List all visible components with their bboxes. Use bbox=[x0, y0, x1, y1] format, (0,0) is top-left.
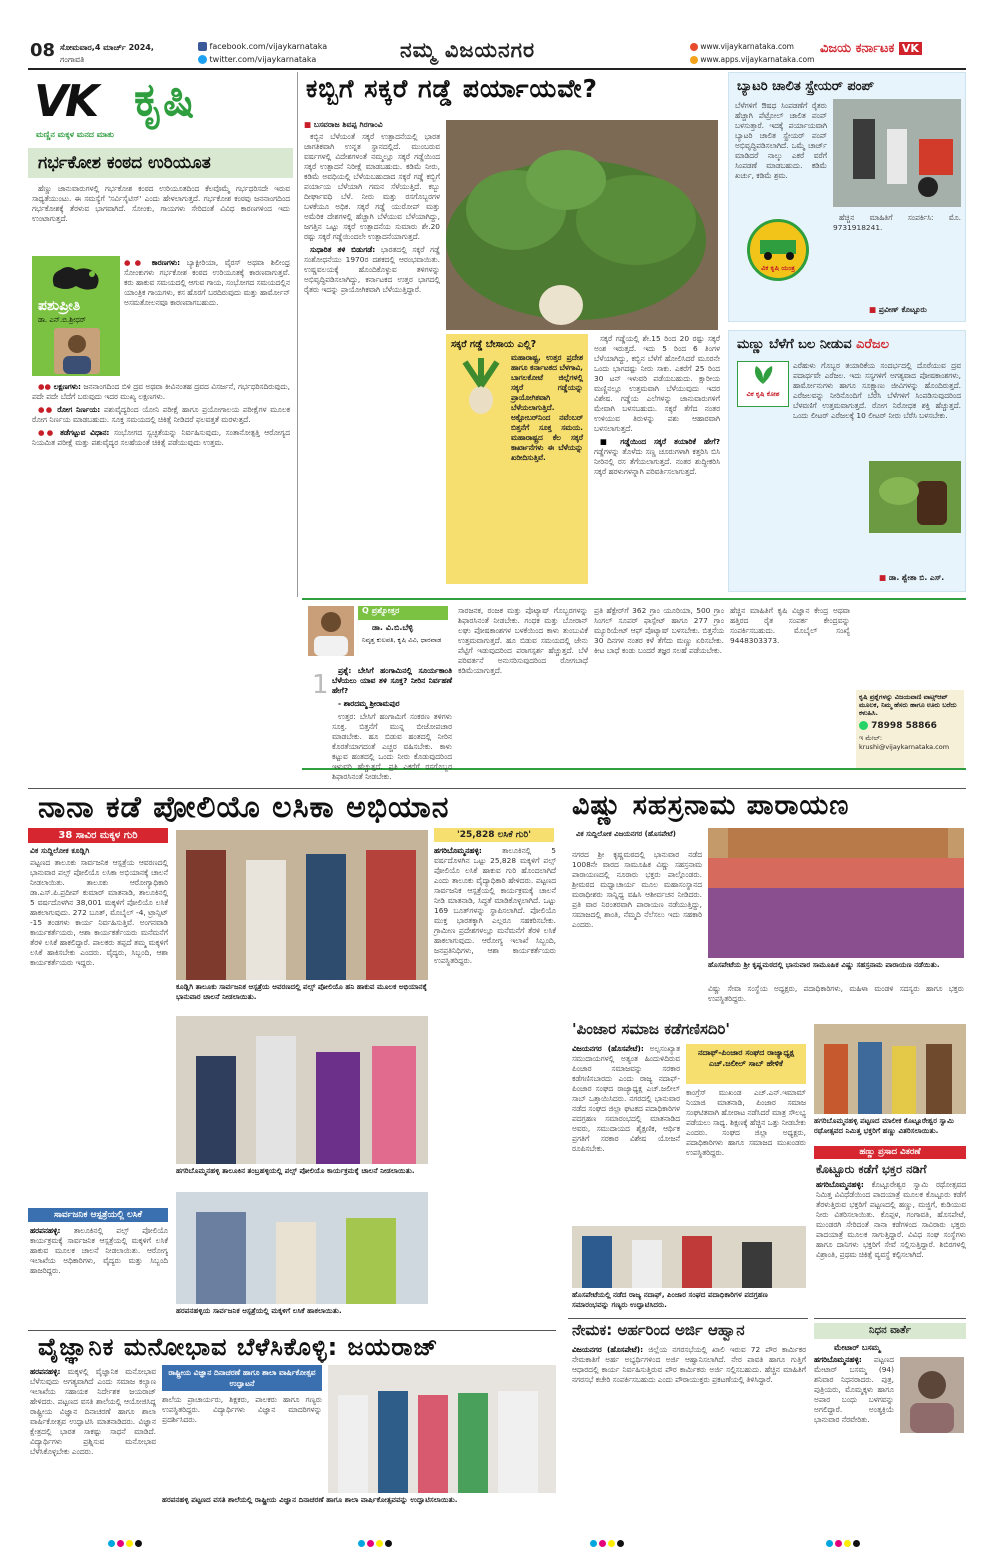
bullet-icon: ●● bbox=[38, 382, 54, 391]
obituary-name: ಮೇಟಾರ್ ಬಸಮ್ಮ bbox=[834, 1343, 881, 1352]
obituary-photo bbox=[900, 1357, 964, 1433]
polio-caption-3: ಹರಪನಹಳ್ಳಿಯ ಸಾರ್ವಜನಿಕ ಆಸ್ಪತ್ರೆಯಲ್ಲಿ ಮಕ್ಕಳಿಗೆ ಲಸಿಕೆ ಹಾಕಲಾಯಿತು. bbox=[176, 1306, 342, 1315]
polio-tag-3: '25,828 ಲಸಿಕೆ ಗುರಿ' bbox=[434, 828, 554, 842]
question-icon: Q bbox=[362, 606, 372, 615]
krushi-headline: ಗರ್ಭಕೋಶ ಕಂಠದ ಉರಿಯೂತ bbox=[28, 148, 293, 178]
masthead bbox=[0, 0, 990, 68]
polio-tag-1: 38 ಸಾವಿರ ಮಕ್ಕಳ ಗುರಿ bbox=[28, 828, 168, 843]
whatsapp-icon bbox=[859, 721, 868, 730]
vk-logo-text: VK bbox=[34, 76, 97, 127]
krushi-kosha-badge bbox=[737, 361, 789, 407]
polio-text-1: ಪಟ್ಟಣದ ತಾಲೂಕು ಸಾರ್ವಜನಿಕ ಆಸ್ಪತ್ರೆಯ ಆವರಣದಲ್ಲಿ ಭಾನುವಾರ ಪಲ್ಸ್ ಪೋಲಿಯೊ ಲಸಿಕಾ ಅಭಿಯಾನಕ್ಕೆ ಚಾಲನೆ ನೀಡಲಾಯಿತು. ತಾಲೂಕು ಆರೋಗ್ಯಾಧಿಕಾರಿ ಡಾ.ಎಸ್.ಪಿ.ಪ್ರದೀಪ್ ಕುಮಾರ್ ಮಾತನಾಡಿ, ತಾಲೂಕಿನಲ್ಲಿ 5 ವರ್ಷದೊಳಗಿನ 38,001 ಮಕ್ಕಳಿಗೆ ಪೋಲಿಯೊ ಲಸಿಕೆ ಹಾಕಲಾಗುವುದು. 272 ಬೂತ್, ಮೊಬೈಲ್ -4, ಟ್ರಾನ್ಸಿಟ್ -15 ತಂಡಗಳು ಕಾರ್ಯ ನಿರ್ವಹಿಸುತ್ತಿವೆ. ಅಂಗನವಾಡಿ ಕಾರ್ಯಕರ್ತೆಯರು, ಆಶಾ ಕಾರ್ಯಕರ್ತೆಯರು ಮನೆಮನೆಗೆ ತೆರಳಿ ಲಸಿಕೆ ಹಾಕಲಿದ್ದಾರೆ. ಪಾಲಕರು ತಪ್ಪದೆ ತಮ್ಮ ಮಕ್ಕಳಿಗೆ ಲಸಿಕೆ ಹಾಕಿಸಬೇಕು ಎಂದರು. ವೈದ್ಯರು, ಸಿಬ್ಬಂದಿ, ಆಶಾ ಕಾರ್ಯಕರ್ತೆಯರು ಇದ್ದರು. bbox=[30, 858, 168, 967]
city-text: ಗಂಗಾವತಿ bbox=[60, 55, 85, 64]
soil-byline: ■ ಡಾ. ಶ್ವೇತಾ ಬಿ. ಎಸ್. bbox=[879, 573, 945, 582]
qa-col3: ಪ್ರತಿ ಹೆಕ್ಟೇರ್‌ಗೆ 362 ಗ್ರಾಂ ಯೂರಿಯಾ, 500 ಗ್ರಾಂ ಸಿಂಗಲ್ ಸೂಪರ್ ಫಾಸ್ಪೇಟ್ ಹಾಗೂ 277 ಗ್ರಾಂ ಮ್ಯೂರಿಯೇಟ್ ಆಫ್ ಪೊಟ್ಯಾಷ್ ಬಳಸಬೇಕು. ಬಿತ್ತನೆಯ 30 ದಿನಗಳ ನಂತರ ಕಳೆ ತೆಗೆದು ಮಣ್ಣು ಏರಿಸಬೇಕು. ಕೀಟ ಬಾಧೆ ಕಂಡು ಬಂದರೆ ತಜ್ಞರ ಸಲಹೆ ಪಡೆಯಬೇಕು. bbox=[594, 606, 724, 655]
sugarbeet-headline: ಕಬ್ಬಿಗೆ ಸಕ್ಕರೆ ಗಡ್ಡೆ ಪರ್ಯಾಯವೇ? bbox=[306, 74, 599, 103]
vishnu-text-1: ನಗರದ ಶ್ರೀ ಕೃಷ್ಣಮಠದಲ್ಲಿ ಭಾನುವಾರ ನಡೆದ 1008ನೇ ವಾರದ ಸಾಮೂಹಿಕ ವಿಷ್ಣು ಸಹಸ್ರನಾಮ ಪಾರಾಯಣದಲ್ಲಿ ನೂರಾರು ಭಕ್ತರು ಪಾಲ್ಗೊಂಡರು. ಶ್ರೀಮಠದ ಮಧ್ವಾಚಾರ್ಯ ಮೂಲ ಮಹಾಸಂಸ್ಥಾನದ ಮಠಾಧೀಶರು ಸಾನ್ನಿಧ್ಯ ವಹಿಸಿ ಆಶೀರ್ವಚನ ನೀಡಿದರು. ಪ್ರತಿ ವಾರ ನಿರಂತರವಾಗಿ ಪಾರಾಯಣ ನಡೆಯುತ್ತಿದ್ದು, ಸಮಾಜದಲ್ಲಿ ಶಾಂತಿ, ನೆಮ್ಮದಿ ನೆಲೆಸಲು ಇದು ಸಹಕಾರಿ ಎಂದರು. bbox=[572, 850, 702, 929]
polio-caption-1: ಕೂಡ್ಲಿಗಿ ತಾಲೂಕು ಸಾರ್ವಜನಿಕ ಆಸ್ಪತ್ರೆಯ ಆವರಣದಲ್ಲಿ ಪಲ್ಸ್ ಪೋಲಿಯೊ ಹನಿ ಹಾಕುವ ಮೂಲಕ ಅಭಿಯಾನಕ್ಕೆ ಭಾನುವಾರ ಚಾಲನೆ ನೀಡಲಾಯಿತು. bbox=[176, 982, 427, 1001]
science-section bbox=[28, 1330, 556, 1526]
polio-photo-1 bbox=[176, 830, 428, 980]
soil-text: ಎರೆಹುಳು ಗೊಬ್ಬರ ತಯಾರಿಕೆಯ ಸಂದರ್ಭದಲ್ಲಿ ದೊರೆಯುವ ದ್ರವ ಪದಾರ್ಥವೇ ಎರೆಜಲ. ಇದು ಸಸ್ಯಗಳಿಗೆ ಅಗತ್ಯವಾದ ಪೋಷಕಾಂಶಗಳು, ಹಾರ್ಮೋನುಗಳು ಹಾಗೂ ಸೂಕ್ಷ್ಮಾಣು ಜೀವಿಗಳನ್ನು ಹೊಂದಿರುತ್ತದೆ. ಎರೆಜಲವನ್ನು ನೀರಿನೊಂದಿಗೆ ಬೆರೆಸಿ ಬೆಳೆಗಳಿಗೆ ಸಿಂಪಡಿಸುವುದರಿಂದ ಬೆಳವಣಿಗೆ ಉತ್ತಮವಾಗುತ್ತದೆ. ರೋಗ ನಿರೋಧಕ ಶಕ್ತಿ ಹೆಚ್ಚುತ್ತದೆ. ಒಂದು ಲೀಟರ್ ಎರೆಜಲಕ್ಕೆ 10 ಲೀಟರ್ ನೀರು ಬೆರೆಸಿ ಬಳಸಬೇಕು. bbox=[793, 361, 961, 420]
column-author: ಡಾ. ಎನ್.ಬಿ.ಶ್ರೀಧರ್ bbox=[38, 316, 86, 324]
facebook-link[interactable]: facebook.com/vijaykarnataka bbox=[198, 42, 327, 51]
expert-photo bbox=[308, 606, 354, 656]
sugarbeet-box bbox=[446, 334, 588, 584]
cmyk-mark-3 bbox=[590, 1532, 626, 1551]
qa-col2: ಸಾರಜನಕ, ರಂಜಕ ಮತ್ತು ಪೊಟ್ಯಾಷ್ ಗೊಬ್ಬರಗಳನ್ನು ಶಿಫಾರಸಿನಂತೆ ನೀಡಬೇಕು. ಗಂಧಕ ಮತ್ತು ಬೋರಾನ್ ಲಘು ಪೋಷಕಾಂಶಗಳ ಬಳಕೆಯಿಂದ ಕಾಳು ತುಂಬುವಿಕೆ ಉತ್ತಮವಾಗುತ್ತದೆ. ಹೂ ಬಿಡುವ ಸಮಯದಲ್ಲಿ ಜೇನು ಪೆಟ್ಟಿಗೆ ಇಡುವುದರಿಂದ ಪರಾಗಸ್ಪರ್ಶ ಹೆಚ್ಚುತ್ತದೆ. ಬೆಳೆ ಪರಿವರ್ತನೆ ಅನುಸರಿಸುವುದರಿಂದ ರೋಗಬಾಧೆ ಕಡಿಮೆಯಾಗುತ್ತದೆ. bbox=[458, 606, 588, 675]
science-headline: ವೈಜ್ಞಾನಿಕ ಮನೋಭಾವ ಬೆಳೆಸಿಕೊಳ್ಳಿ: ಜಯರಾಜ್ bbox=[38, 1333, 439, 1361]
polio-photo-3 bbox=[176, 1192, 428, 1304]
jobs-headline: ನೇಮಕ: ಅರ್ಹರಿಂದ ಅರ್ಜಿ ಆಹ್ವಾನ bbox=[572, 1321, 745, 1339]
web-link-1[interactable]: www.vijaykarnataka.com bbox=[690, 42, 794, 51]
section-divider bbox=[28, 788, 966, 789]
section-title: ನಮ್ಮ ವಿಜಯನಗರ bbox=[400, 38, 536, 62]
krushi-logo bbox=[34, 72, 284, 130]
brand-logo: ವಿಜಯ ಕರ್ನಾಟಕ VK bbox=[820, 41, 922, 56]
twitter-link[interactable]: twitter.com/vijaykarnataka bbox=[198, 55, 316, 64]
facebook-icon bbox=[198, 42, 207, 51]
sugarbeet-photo bbox=[446, 120, 718, 330]
battery-photo bbox=[833, 99, 961, 207]
polio-tag-2: ಸಾರ್ವಜನಿಕ ಆಸ್ಪತ್ರೆಯಲ್ಲಿ ಲಸಿಕೆ bbox=[28, 1208, 168, 1222]
science-photo bbox=[328, 1365, 556, 1493]
fruits-tag: ಹಣ್ಣು ಪ್ರಸಾದ ವಿತರಣೆ bbox=[814, 1146, 966, 1159]
qa-section bbox=[302, 598, 966, 781]
page-number: 08 bbox=[30, 40, 56, 61]
science-box: ರಾಷ್ಟ್ರೀಯ ವಿಜ್ಞಾನ ದಿನಾಚರಣೆ ಹಾಗೂ ಶಾಲಾ ವಾರ್ಷಿಕೋತ್ಸವ ಉದ್ಘಾಟನೆ bbox=[162, 1365, 322, 1391]
pinjar-text-1: ವಿಜಯನಗರ (ಹೊಸಪೇಟೆ): ಅಲ್ಪಸಂಖ್ಯಾತ ಸಮುದಾಯಗಳಲ್ಲಿ ಅತ್ಯಂತ ಹಿಂದುಳಿದಿರುವ ಪಿಂಜಾರ ಸಮಾಜವನ್ನು ಸರಕಾರ ಕಡೆಗಣಿಸಬಾರದು ಎಂದು ರಾಜ್ಯ ನದಾಫ್-ಪಿಂಜಾರ ಸಂಘದ ರಾಜ್ಯಾಧ್ಯಕ್ಷ ಎಚ್.ಜಲೀಲ್ ಸಾಬ್ ಒತ್ತಾಯಿಸಿದರು. ನಗರದಲ್ಲಿ ಭಾನುವಾರ ನಡೆದ ಸಂಘದ ಜಿಲ್ಲಾ ಘಟಕದ ಪದಾಧಿಕಾರಿಗಳ ಪದಗ್ರಹಣ ಸಮಾರಂಭದಲ್ಲಿ ಮಾತನಾಡಿದ ಅವರು, ಸಮುದಾಯದ ಶೈಕ್ಷಣಿಕ, ಆರ್ಥಿಕ ಪ್ರಗತಿಗೆ ಸರಕಾರ ವಿಶೇಷ ಯೋಜನೆ ರೂಪಿಸಬೇಕು. bbox=[572, 1044, 680, 1153]
web-link-2[interactable]: www.apps.vijaykarnataka.com bbox=[690, 55, 814, 64]
cmyk-mark-4 bbox=[826, 1532, 862, 1551]
battery-byline: ■ ಪ್ರವೀಣ್ ಕೊಟ್ಟೂರು bbox=[869, 305, 927, 314]
date-text: ಸೋಮವಾರ,4 ಮಾರ್ಚ್ 2024, bbox=[60, 43, 154, 52]
krushi-body: ●● ಲಕ್ಷಣಗಳು: ಜನನಾಂಗದಿಂದ ಬಿಳಿ ದ್ರವ ಅಥವಾ ಕೀವಿನಂತಹ ದ್ರವದ ವಿಸರ್ಜನೆ, ಗರ್ಭಧರಿಸದಿರುವುದು, ಪದೇ ಪದೇ ಬೆದೆಗೆ ಬರುವುದು ಇದರ ಮುಖ್ಯ ಲಕ್ಷಣಗಳು. ●● ರೋಗ ನಿರ್ಣಯ: ಪಶುವೈದ್ಯರಿಂದ ಯೋನಿ ಪರೀಕ್ಷೆ ಹಾಗೂ ಪ್ರಯೋಗಾಲಯ ಪರೀಕ್ಷೆಗಳ ಮೂಲಕ ರೋಗ ನಿರ್ಣಯ ಮಾಡಬಹುದು. ಸೂಕ್ತ ಸಮಯದಲ್ಲಿ ಚಿಕಿತ್ಸೆ ನೀಡಿದರೆ ಫಲವತ್ತತೆ ಮರಳುತ್ತದೆ. ●● ತಡೆಗಟ್ಟುವ ವಿಧಾನ: ಸಂಭೋಗದ ಸ್ವಚ್ಛತೆಯನ್ನು ನಿರ್ವಹಿಸುವುದು, ಸಂತಾನೋತ್ಪತ್ತಿ ಆರೋಗ್ಯದ ನಿಯಮಿತ ಪರೀಕ್ಷೆ ಮತ್ತು ಪಶುವೈದ್ಯರ ಸಲಹೆಯಂತೆ ಚಿಕಿತ್ಸೆ ಪಡೆಯುವುದು ಉತ್ತಮ. bbox=[32, 382, 290, 447]
expert-name: ಡಾ. ವಿ.ಬಿ.ಬೆಳ್ಳಿ bbox=[372, 623, 414, 632]
qa-badge: Q ಪ್ರಶ್ನೋತ್ತರ bbox=[358, 606, 448, 620]
polio-text-3: ಹಗರಿಬೊಮ್ಮನಹಳ್ಳಿ: ತಾಲೂಕಿನಲ್ಲಿ 5 ವರ್ಷದೊಳಗಿನ ಒಟ್ಟು 25,828 ಮಕ್ಕಳಿಗೆ ಪಲ್ಸ್ ಪೋಲಿಯೊ ಲಸಿಕೆ ಹಾಕುವ ಗುರಿ ಹೊಂದಲಾಗಿದೆ ಎಂದು ತಾಲೂಕು ವೈದ್ಯಾಧಿಕಾರಿ ಹೇಳಿದರು. ಪಟ್ಟಣದ ಸಾರ್ವಜನಿಕ ಆಸ್ಪತ್ರೆಯಲ್ಲಿ ಕಾರ್ಯಕ್ರಮಕ್ಕೆ ಚಾಲನೆ ನೀಡಿ ಮಾತನಾಡಿ, ಸಿದ್ಧತೆ ಮಾಡಿಕೊಳ್ಳಲಾಗಿದೆ. ಒಟ್ಟು 169 ಬೂತ್‌ಗಳನ್ನು ಸ್ಥಾಪಿಸಲಾಗಿದೆ. ಪೋಲಿಯೊ ಮುಕ್ತ ಭಾರತಕ್ಕಾಗಿ ಎಲ್ಲರೂ ಸಹಕರಿಸಬೇಕು. ಗ್ರಾಮೀಣ ಪ್ರದೇಶಗಳಲ್ಲೂ ಮನೆಮನೆಗೆ ತೆರಳಿ ಲಸಿಕೆ ಹಾಕಲಾಗುವುದು. ಆರೋಗ್ಯ ಇಲಾಖೆ ಸಿಬ್ಬಂದಿ, ಜನಪ್ರತಿನಿಧಿಗಳು, ಆಶಾ ಕಾರ್ಯಕರ್ತೆಯರು ಉಪಸ್ಥಿತರಿದ್ದರು. bbox=[434, 846, 556, 965]
krushi-logo-text: ಕೃಷಿ bbox=[134, 72, 195, 126]
kotturu-text: ಹಗರಿಬೊಮ್ಮನಹಳ್ಳಿ: ಕೊಟ್ಟೂರೇಶ್ವರ ಸ್ವಾಮಿ ರಥೋತ್ಸವದ ನಿಮಿತ್ತ ವಿವಿಧೆಡೆಯಿಂದ ಪಾದಯಾತ್ರೆ ಮೂಲಕ ಕೊಟ್ಟೂರು ಕಡೆಗೆ ತೆರಳುತ್ತಿರುವ ಭಕ್ತರಿಗೆ ಪಟ್ಟಣದಲ್ಲಿ ಹಣ್ಣು, ಮಜ್ಜಿಗೆ, ಕುಡಿಯುವ ನೀರು ವಿತರಿಸಲಾಯಿತು. ಕೊಪ್ಪಳ, ಗಂಗಾವತಿ, ಹೊಸಪೇಟೆ, ಮುಂಡರಗಿ ಸೇರಿದಂತೆ ನಾನಾ ಕಡೆಗಳಿಂದ ಸಾವಿರಾರು ಭಕ್ತರು ಪಾದಯಾತ್ರೆ ಮೂಲಕ ಸಾಗುತ್ತಿದ್ದಾರೆ. ವಿವಿಧ ಸಂಘ ಸಂಸ್ಥೆಗಳು ಹಾಗೂ ದಾನಿಗಳು ಭಕ್ತರಿಗೆ ಸೇವೆ ಸಲ್ಲಿಸುತ್ತಿದ್ದಾರೆ. ಶಿಬಿರಗಳಲ್ಲಿ ವಿಶ್ರಾಂತಿ, ಪ್ರಥಮ ಚಿಕಿತ್ಸೆ ವ್ಯವಸ್ಥೆ ಕಲ್ಪಿಸಲಾಗಿದೆ. bbox=[816, 1180, 966, 1259]
expert-role: ನಿವೃತ್ತ ಕುಲಪತಿ, ಕೃಷಿ ವಿವಿ, ಧಾರವಾಡ bbox=[362, 636, 442, 644]
qa-question: ಪ್ರಶ್ನೆ: ಬೇಸಿಗೆ ಹಂಗಾಮಿನಲ್ಲಿ ಸೂರ್ಯಕಾಂತಿ ಬೆಳೆಯಲು ಯಾವ ತಳಿ ಸೂಕ್ತ? ನೀರಿನ ನಿರ್ವಹಣೆ ಹೇಗೆ? - ಶಾರದಮ್ಮ ಶ್ರೀರಾಮಪುರ ಉತ್ತರ: ಬೇಸಿಗೆ ಹಂಗಾಮಿಗೆ ಸಂಕರಣ ತಳಿಗಳು ಸೂಕ್ತ. ಬಿತ್ತನೆಗೆ ಮುನ್ನ ಬೀಜೋಪಚಾರ ಮಾಡಬೇಕು. ಹೂ ಬಿಡುವ ಹಂತದಲ್ಲಿ ನೀರಿನ ಕೊರತೆಯಾಗದಂತೆ ಎಚ್ಚರ ವಹಿಸಬೇಕು. ಕಾಳು ಕಟ್ಟುವ ಹಂತದಲ್ಲಿ ಒಂದು ನೀರು ಕೊಡುವುದರಿಂದ ಇಳುವರಿ ಹೆಚ್ಚುತ್ತದೆ. ಪ್ರತಿ ಎಕರೆಗೆ ರಸಗೊಬ್ಬರ ಶಿಫಾರಸಿನಂತೆ ನೀಡಬೇಕು. bbox=[332, 666, 452, 781]
box-title: ಸಕ್ಕರೆ ಗಡ್ಡೆ ಬೇಸಾಯ ಎಲ್ಲಿ? bbox=[451, 339, 537, 350]
bullet-icon: ●● bbox=[38, 428, 60, 437]
contact-title: ಕೃಷಿ ಪ್ರಶ್ನೆಗಳನ್ನು ವಿಜಯವಾಣಿ ವಾಟ್ಸ್‌ಆಪ್ ಮೂಲಕ, ನಿಮ್ಮ ಹೆಸರು ಹಾಗೂ ಊರು ಬರೆದು ಕಳುಹಿಸಿ. bbox=[859, 693, 957, 717]
bullet-icon: ■ bbox=[600, 437, 621, 446]
pinjar-text-2: ಕಾಂಗ್ರೆಸ್ ಮುಖಂಡ ಎಚ್.ಎನ್.ಇಮಾಮ್ ನಿಯಾಜಿ ಮಾತನಾಡಿ, ಪಿಂಜಾರ ಸಮಾಜ ಸಂಘಟಿತವಾಗಿ ಹೋರಾಟ ನಡೆಸಿದರೆ ಮಾತ್ರ ಸೌಲಭ್ಯ ಪಡೆಯಲು ಸಾಧ್ಯ. ಶಿಕ್ಷಣಕ್ಕೆ ಹೆಚ್ಚಿನ ಒತ್ತು ನೀಡಬೇಕು ಎಂದರು. ಸಂಘದ ಜಿಲ್ಲಾ ಅಧ್ಯಕ್ಷರು, ಪದಾಧಿಕಾರಿಗಳು ಹಾಗೂ ಸಮಾಜದ ಮುಖಂಡರು ಉಪಸ್ಥಿತರಿದ್ದರು. bbox=[686, 1088, 806, 1157]
registration-marks bbox=[0, 1532, 990, 1546]
cmyk-mark-1 bbox=[108, 1532, 144, 1551]
jobs-text: ವಿಜಯನಗರ (ಹೊಸಪೇಟೆ): ಜಿಲ್ಲೆಯ ನಗರಸಭೆಯಲ್ಲಿ ಖಾಲಿ ಇರುವ 72 ಪೌರ ಕಾರ್ಮಿಕರ ನೇಮಕಾತಿಗೆ ಅರ್ಹ ಅಭ್ಯರ್ಥಿಗಳಿಂದ ಅರ್ಜಿ ಆಹ್ವಾನಿಸಲಾಗಿದೆ. ನೇರ ಪಾವತಿ ಹಾಗೂ ಗುತ್ತಿಗೆ ಆಧಾರದಲ್ಲಿ ಕಾರ್ಯ ನಿರ್ವಹಿಸುತ್ತಿರುವ ಪೌರ ಕಾರ್ಮಿಕರು ಅರ್ಜಿ ಸಲ್ಲಿಸಬಹುದು. ಹೆಚ್ಚಿನ ಮಾಹಿತಿಗೆ ನಗರಸಭೆ ಕಚೇರಿ ಸಂಪರ್ಕಿಸಬಹುದು ಎಂದು ಪೌರಾಯುಕ್ತರು ಪ್ರಕಟಣೆಯಲ್ಲಿ ತಿಳಿಸಿದ್ದಾರೆ. bbox=[572, 1345, 806, 1384]
soil-headline: ಮಣ್ಣು ಬೆಳೆಗೆ ಬಲ ನೀಡುವ ಎರೆಜಲ bbox=[737, 337, 890, 352]
vishnu-headline: ವಿಷ್ಣು ಸಹಸ್ರನಾಮ ಪಾರಾಯಣ bbox=[572, 790, 850, 821]
polio-photo-2 bbox=[176, 1016, 428, 1164]
battery-headline: ಬ್ಯಾಟರಿ ಚಾಲಿತ ಸ್ಪ್ರೇಯರ್ ಪಂಪ್ bbox=[737, 79, 875, 94]
sugarbeet-byline: ■ ಬಸವರಾಜ ಶಿವಪ್ಪ ಗಿರಗಾಂವಿ bbox=[304, 120, 383, 129]
qa-col4: ಹೆಚ್ಚಿನ ಮಾಹಿತಿಗೆ ಕೃಷಿ ವಿಜ್ಞಾನ ಕೇಂದ್ರ ಅಥವಾ ಹತ್ತಿರದ ರೈತ ಸಂಪರ್ಕ ಕೇಂದ್ರವನ್ನು ಸಂಪರ್ಕಿಸಬಹುದು. ಮೊಬೈಲ್ ಸಂಖ್ಯೆ 9448303373. bbox=[730, 606, 850, 645]
cow-icon bbox=[46, 262, 106, 296]
polio-headline: ನಾನಾ ಕಡೆ ಪೋಲಿಯೊ ಲಸಿಕಾ ಅಭಿಯಾನ bbox=[38, 790, 450, 825]
krushi-section bbox=[28, 72, 293, 784]
polio-byline-1: ವಿಕ ಸುದ್ದಿಲೋಕ ಕೂಡ್ಲಿಗಿ bbox=[30, 846, 90, 855]
krushi-yantra-seal bbox=[747, 219, 809, 281]
column-box bbox=[32, 256, 120, 376]
polio-section bbox=[28, 790, 556, 1330]
bullet-icon: ●● bbox=[124, 258, 152, 267]
sugarbeet-col3: ಸಕ್ಕರೆ ಗಡ್ಡೆಯಲ್ಲಿ ಶೇ.15 ರಿಂದ 20 ರಷ್ಟು ಸಕ್ಕರೆ ಅಂಶ ಇರುತ್ತದೆ. ಇದು 5 ರಿಂದ 6 ತಿಂಗಳ ಬೆಳೆಯಾಗಿದ್ದು, ಕಬ್ಬಿನ ಬೆಳೆಗೆ ಹೋಲಿಸಿದರೆ ಮೂರನೇ ಒಂದು ಭಾಗದಷ್ಟು ನೀರು ಸಾಕು. ಎಕರೆಗೆ 25 ರಿಂದ 30 ಟನ್ ಇಳುವರಿ ಪಡೆಯಬಹುದು. ಕ್ಷಾರೀಯ ಮಣ್ಣಿನಲ್ಲೂ ಉತ್ತಮವಾಗಿ ಬೆಳೆಯುವುದು ಇದರ ವಿಶೇಷ. ಗಡ್ಡೆಯ ಎಲೆಗಳನ್ನು ಜಾನುವಾರುಗಳಿಗೆ ಮೇವಾಗಿ ಬಳಸಬಹುದು. ಸಕ್ಕರೆ ತೆಗೆದ ನಂತರ ಉಳಿಯುವ ತಿರುಳನ್ನು ಪಶು ಆಹಾರವಾಗಿ ಬಳಸಲಾಗುತ್ತದೆ. ■ ಗಡ್ಡೆಯಿಂದ ಸಕ್ಕರೆ ತಯಾರಿಕೆ ಹೇಗೆ? ಗಡ್ಡೆಗಳನ್ನು ತೊಳೆದು ಸಣ್ಣ ಚೂರುಗಳಾಗಿ ಕತ್ತರಿಸಿ ಬಿಸಿ ನೀರಿನಲ್ಲಿ ರಸ ತೆಗೆಯಲಾಗುತ್ತದೆ. ನಂತರ ಶುದ್ಧೀಕರಿಸಿ ಸಕ್ಕರೆ ಹರಳುಗಳನ್ನಾಗಿ ಪರಿವರ್ತಿಸಲಾಗುತ್ತದೆ. bbox=[594, 334, 720, 476]
polio-caption-2: ಹಗರಿಬೊಮ್ಮನಹಳ್ಳಿ ತಾಲೂಕಿನ ತಂಬ್ರಹಳ್ಳಿಯಲ್ಲಿ ಪಲ್ಸ್ ಪೋಲಿಯೊ ಕಾರ್ಯಕ್ರಮಕ್ಕೆ ಚಾಲನೆ ನೀಡಲಾಯಿತು. bbox=[176, 1166, 415, 1175]
polio-text-2: ಹರಪನಹಳ್ಳಿ: ತಾಲೂಕಿನಲ್ಲಿ ಪಲ್ಸ್ ಪೋಲಿಯೊ ಕಾರ್ಯಕ್ರಮಕ್ಕೆ ಸಾರ್ವಜನಿಕ ಆಸ್ಪತ್ರೆಯಲ್ಲಿ ಮಕ್ಕಳಿಗೆ ಲಸಿಕೆ ಹಾಕುವ ಮೂಲಕ ಚಾಲನೆ ನೀಡಲಾಯಿತು. ಆರೋಗ್ಯ ಇಲಾಖೆಯ ಅಧಿಕಾರಿಗಳು, ವೈದ್ಯರು ಮತ್ತು ಸಿಬ್ಬಂದಿ ಹಾಜರಿದ್ದರು. bbox=[30, 1226, 168, 1275]
battery-section bbox=[728, 72, 966, 322]
globe-icon bbox=[690, 43, 698, 51]
pinjar-section bbox=[568, 1020, 808, 1316]
pinjar-headline: 'ಪಿಂಜಾರ ಸಮಾಜ ಕಡೆಗಣಿಸದಿರಿ' bbox=[572, 1020, 731, 1038]
column-divider bbox=[297, 72, 298, 597]
vishnu-text-2: ವಿಷ್ಣು ಸೇವಾ ಸಂಸ್ಥೆಯ ಅಧ್ಯಕ್ಷರು, ಪದಾಧಿಕಾರಿಗಳು, ಮಹಿಳಾ ಮಂಡಳಿ ಸದಸ್ಯರು ಹಾಗೂ ಭಕ್ತರು ಉಪಸ್ಥಿತರಿದ್ದರು. bbox=[708, 984, 964, 1003]
krushi-tagline: ಮಣ್ಣಿನ ಮಕ್ಕಳ ಮನದ ಮಾತು bbox=[36, 130, 114, 139]
cmyk-mark-2 bbox=[358, 1532, 394, 1551]
badge-text: ವಿಕ ಕೃಷಿ ಕೋಶ bbox=[746, 390, 780, 398]
author-avatar bbox=[54, 328, 100, 374]
vishnu-section bbox=[568, 790, 966, 1012]
twitter-icon bbox=[198, 55, 207, 64]
science-caption: ಹರಪನಹಳ್ಳಿ ಪಟ್ಟಣದ ವಸತಿ ಶಾಲೆಯಲ್ಲಿ ರಾಷ್ಟ್ರೀಯ ವಿಜ್ಞಾನ ದಿನಾಚರಣೆ ಹಾಗೂ ಶಾಲಾ ವಾರ್ಷಿಕೋತ್ಸವವನ್ನು ಉದ್ಘಾಟಿಸಲಾಯಿತು. bbox=[162, 1495, 458, 1504]
fruits-caption: ಹಗರಿಬೊಮ್ಮನಹಳ್ಳಿ ಪಟ್ಟಣದ ಮಾಲೀಕ ಕೊಟ್ಟೂರೇಶ್ವರ ಸ್ವಾಮಿ ರಥೋತ್ಸವದ ನಿಮಿತ್ತ ಭಕ್ತರಿಗೆ ಹಣ್ಣು ವಿತರಿಸಲಾಯಿತು. bbox=[814, 1116, 955, 1135]
masthead-rule bbox=[28, 68, 966, 70]
column-name: ಪಶುಪ್ರೀತಿ bbox=[38, 298, 81, 314]
jobs-section bbox=[568, 1318, 808, 1526]
krushi-intro: ಹೆಣ್ಣು ಜಾನುವಾರುಗಳಲ್ಲಿ ಗರ್ಭಕೋಶ ಕಂಠದ ಉರಿಯೂತದಿಂದ ಕೆಲವೊಮ್ಮೆ ಗರ್ಭಧರಿಸದೇ ಇರುವ ಸಾಧ್ಯತೆಯುಂಟು. ಈ ಸಮಸ್ಯೆಗೆ 'ಸರ್ವಿಸೈಟಿಸ್' ಎಂದು ಹೇಳಲಾಗುತ್ತದೆ. ಗರ್ಭಕೋಶ ಕಂಠವು ಜನನಾಂಗದಿಂದ ಗರ್ಭಕೋಶಕ್ಕೆ ತೆರಳುವ ಭಾಗವಾಗಿದೆ. ಸೋಂಕು, ಗಾಯಗಳು ಸೇರಿದಂತೆ ವಿವಿಧ ಕಾರಣಗಳಿಂದ ಇದು ಉಂಟಾಗುತ್ತದೆ. bbox=[32, 184, 290, 223]
sugarbeet-section bbox=[302, 72, 722, 592]
battery-text-2: ಹೆಚ್ಚಿನ ಮಾಹಿತಿಗೆ ಸಂಪರ್ಕಿಸಿ: ಮೊ. 9731918241. bbox=[833, 213, 961, 232]
pinjar-caption: ಹೊಸಪೇಟೆಯಲ್ಲಿ ನಡೆದ ರಾಜ್ಯ ನದಾಫ್, ಪಿಂಜಾರ ಸಂಘದ ಪದಾಧಿಕಾರಿಗಳ ಪದಗ್ರಹಣ ಸಮಾರಂಭವನ್ನು ಗಣ್ಯರು ಉದ್ಘಾಟಿಸಿದರು. bbox=[572, 1290, 768, 1309]
bullet-icon: ■ bbox=[304, 120, 314, 129]
obituary-text: ಹಗರಿಬೊಮ್ಮನಹಳ್ಳಿ: ಪಟ್ಟಣದ ಮೇಟಾರ್ ಬಸಮ್ಮ (94) ಶನಿವಾರ ನಿಧನರಾದರು. ಪುತ್ರ, ಪುತ್ರಿಯರು, ಮೊಮ್ಮಕ್ಕಳು ಹಾಗೂ ಅಪಾರ ಬಂಧು ಬಳಗವನ್ನು ಅಗಲಿದ್ದಾರೆ. ಅಂತ್ಯಕ್ರಿಯೆ ಭಾನುವಾರ ನೆರವೇರಿತು. bbox=[814, 1355, 894, 1424]
science-text-2: ಶಾಲೆಯ ಪ್ರಾಚಾರ್ಯರು, ಶಿಕ್ಷಕರು, ಪಾಲಕರು ಹಾಗೂ ಗಣ್ಯರು ಉಪಸ್ಥಿತರಿದ್ದರು. ವಿದ್ಯಾರ್ಥಿಗಳು ವಿಜ್ಞಾನ ಮಾದರಿಗಳನ್ನು ಪ್ರದರ್ಶಿಸಿದರು. bbox=[162, 1395, 322, 1424]
sugarbeet-col1: ಕಬ್ಬಿನ ಬೆಳೆಯಂತೆ ಸಕ್ಕರೆ ಉತ್ಪಾದನೆಯಲ್ಲಿ ಭಾರತ ಜಾಗತಿಕವಾಗಿ ಉನ್ನತ ಸ್ಥಾನದಲ್ಲಿದೆ. ಮುಂಬರುವ ವರ್ಷಗಳಲ್ಲಿ ವಿದೇಶಗಳಂತೆ ನಮ್ಮಲ್ಲೂ ಸಕ್ಕರೆ ಗಡ್ಡೆಯಿಂದ ಸಕ್ಕರೆ ಉತ್ಪಾದನೆ ನಿರೀಕ್ಷೆ ಮಾಡಬಹುದು. ಕಡಿಮೆ ನೀರು, ಕಡಿಮೆ ಅವಧಿಯಲ್ಲಿ ಬೆಳೆಯಬಹುದಾದ ಸಕ್ಕರೆ ಗಡ್ಡೆ ಕಬ್ಬಿಗೆ ಪರ್ಯಾಯ ಬೆಳೆಯಾಗಿ ಗಮನ ಸೆಳೆಯುತ್ತಿದೆ. ಕಬ್ಬು ದೀರ್ಘಾವಧಿ ಬೆಳೆ. ನೀರು ಮತ್ತು ರಸಗೊಬ್ಬರಗಳ ಬಳಕೆಯೂ ಅಧಿಕ. ಸಕ್ಕರೆ ಗಡ್ಡೆ ಯುರೋಪ್ ಮತ್ತು ಅಮೆರಿಕ ದೇಶಗಳಲ್ಲಿ ಹೆಚ್ಚಾಗಿ ಬೆಳೆಯುವ ಬೆಳೆಯಾಗಿದ್ದು, ಜಗತ್ತಿನ ಒಟ್ಟು ಸಕ್ಕರೆ ಉತ್ಪಾದನೆಯ ಸುಮಾರು ಶೇ.20 ರಷ್ಟು ಸಕ್ಕರೆ ಗಡ್ಡೆಯಿಂದಲೇ ಉತ್ಪಾದನೆಯಾಗುತ್ತದೆ. ಸುಧಾರಿತ ತಳಿ ಬಿಡುಗಡೆ: ಭಾರತದಲ್ಲಿ ಸಕ್ಕರೆ ಗಡ್ಡೆ ಸಂಶೋಧನೆಯು 1970ರ ದಶಕದಲ್ಲಿ ಆರಂಭವಾಯಿತು. ಉಷ್ಣವಲಯಕ್ಕೆ ಹೊಂದಿಕೊಳ್ಳುವ ತಳಿಗಳನ್ನು ಅಭಿವೃದ್ಧಿಪಡಿಸಲಾಗಿದ್ದು, ಕರ್ನಾಟಕದ ಉತ್ತರ ಭಾಗದಲ್ಲಿ ರೈತರು ಇದನ್ನು ಪ್ರಾಯೋಗಿಕವಾಗಿ ಬೆಳೆಯುತ್ತಿದ್ದಾರೆ. bbox=[304, 132, 440, 294]
qa-contact-box bbox=[856, 690, 964, 768]
bullet-icon: ●● bbox=[38, 405, 58, 414]
vishnu-photo bbox=[708, 828, 964, 958]
science-text-1: ಹರಪನಹಳ್ಳಿ: ಮಕ್ಕಳಲ್ಲಿ ವೈಜ್ಞಾನಿಕ ಮನೋಭಾವ ಬೆಳೆಸುವುದು ಅಗತ್ಯವಾಗಿದೆ ಎಂದು ಸಮಾಜ ಕಲ್ಯಾಣ ಇಲಾಖೆಯ ಸಹಾಯಕ ನಿರ್ದೇಶಕ ಜಯರಾಜ್ ಹೇಳಿದರು. ಪಟ್ಟಣದ ವಸತಿ ಶಾಲೆಯಲ್ಲಿ ಆಯೋಜಿಸಿದ್ದ ರಾಷ್ಟ್ರೀಯ ವಿಜ್ಞಾನ ದಿನಾಚರಣೆ ಹಾಗೂ ಶಾಲಾ ವಾರ್ಷಿಕೋತ್ಸವ ಉದ್ಘಾಟಿಸಿ ಮಾತನಾಡಿದರು. ವಿಜ್ಞಾನ ಕ್ಷೇತ್ರದಲ್ಲಿ ಭಾರತ ಸಾಕಷ್ಟು ಸಾಧನೆ ಮಾಡಿದೆ. ವಿದ್ಯಾರ್ಥಿಗಳು ಪ್ರಶ್ನಿಸುವ ಮನೋಭಾವ ಬೆಳೆಸಿಕೊಳ್ಳಬೇಕು ಎಂದರು. bbox=[30, 1367, 156, 1456]
krushi-causes: ●● ಕಾರಣಗಳು: ಬ್ಯಾಕ್ಟೀರಿಯಾ, ವೈರಸ್ ಅಥವಾ ಶಿಲೀಂಧ್ರ ಸೋಂಕುಗಳು ಗರ್ಭಕೋಶ ಕಂಠದ ಉರಿಯೂತಕ್ಕೆ ಕಾರಣವಾಗುತ್ತವೆ. ಕರು ಹಾಕುವ ಸಮಯದಲ್ಲಿ ಆಗುವ ಗಾಯ, ಸಂಭೋಗದ ಸಮಯದಲ್ಲಿನ ಯಾಂತ್ರಿಕ ಗಾಯಗಳು, ಕಸ ಹೊರಗೆ ಬರದಿರುವುದು ಮತ್ತು ಹಾರ್ಮೋನ್ ಅಸಮತೋಲನವೂ ಕಾರಣವಾಗಬಹುದು. bbox=[124, 258, 290, 307]
obituary-section bbox=[814, 1318, 966, 1526]
fruits-photo bbox=[814, 1024, 966, 1114]
whatsapp-line[interactable]: 78998 58866 bbox=[859, 721, 961, 731]
kotturu-headline: ಕೊಟ್ಟೂರು ಕಡೆಗೆ ಭಕ್ತರ ನಡಿಗೆ bbox=[816, 1162, 927, 1176]
battery-text: ಬೆಳೆಗಳಿಗೆ ಔಷಧ ಸಿಂಪಡಣೆಗೆ ರೈತರು ಹೆಚ್ಚಾಗಿ ಪೆಟ್ರೋಲ್ ಚಾಲಿತ ಪಂಪ್ ಬಳಸುತ್ತಾರೆ. ಇದಕ್ಕೆ ಪರ್ಯಾಯವಾಗಿ ಬ್ಯಾಟರಿ ಚಾಲಿತ ಸ್ಪ್ರೇಯರ್ ಪಂಪ್ ಅಭಿವೃದ್ಧಿಪಡಿಸಲಾಗಿದೆ. ಒಮ್ಮೆ ಚಾರ್ಜ್ ಮಾಡಿದರೆ ನಾಲ್ಕು ಎಕರೆ ವರೆಗೆ ಸಿಂಪಡಣೆ ಮಾಡಬಹುದು. ಕಡಿಮೆ ಖರ್ಚು, ಕಡಿಮೆ ಶ್ರಮ. bbox=[735, 101, 827, 180]
soil-section bbox=[728, 330, 966, 592]
email-line[interactable]: ಇ ಮೇಲ್: krushi@vijaykarnataka.com bbox=[859, 734, 950, 751]
beet-illustration bbox=[451, 356, 511, 416]
vishnu-caption: ಹೊಸಪೇಟೆಯ ಶ್ರೀ ಕೃಷ್ಣಮಠದಲ್ಲಿ ಭಾನುವಾರ ಸಾಮೂಹಿಕ ವಿಷ್ಣು ಸಹಸ್ರನಾಮ ಪಾರಾಯಣ ನಡೆಯಿತು. bbox=[708, 960, 940, 969]
kotturu-section bbox=[814, 1020, 966, 1316]
pinjar-photo bbox=[572, 1226, 806, 1288]
obituary-tag: ನಿಧನ ವಾರ್ತೆ bbox=[814, 1323, 966, 1339]
brand-badge: VK bbox=[899, 42, 922, 55]
vishnu-byline: ವಿಕ ಸುದ್ದಿಲೋಕ ವಿಜಯನಗರ (ಹೊಸಪೇಟೆ) bbox=[576, 830, 676, 838]
question-number: 1 bbox=[312, 670, 329, 700]
box-text: ಮಹಾರಾಷ್ಟ್ರ, ಉತ್ತರ ಪ್ರದೇಶ ಹಾಗೂ ಕರ್ನಾಟಕದ ಬೆಳಗಾವಿ, ಬಾಗಲಕೋಟೆ ಜಿಲ್ಲೆಗಳಲ್ಲಿ ಸಕ್ಕರೆ ಗಡ್ಡೆಯನ್ನು ಪ್ರಾಯೋಗಿಕವಾಗಿ ಬೆಳೆಯಲಾಗುತ್ತಿದೆ. ಅಕ್ಟೋಬರ್‌ನಿಂದ ನವೆಂಬರ್ ಬಿತ್ತನೆಗೆ ಸೂಕ್ತ ಸಮಯ. ಮಹಾರಾಷ್ಟ್ರದ ಕೆಲ ಸಕ್ಕರೆ ಕಾರ್ಖಾನೆಗಳು ಈ ಬೆಳೆಯನ್ನು ಖರೀದಿಸುತ್ತಿವೆ. bbox=[511, 353, 583, 462]
soil-photo bbox=[869, 461, 961, 533]
seal-label: ವಿಕ ಕೃಷಿ ಯಂತ್ರ bbox=[761, 264, 795, 272]
pinjar-box: ನದಾಫ್-ಪಿಂಜಾರ ಸಂಘದ ರಾಜ್ಯಾಧ್ಯಕ್ಷ ಎಚ್.ಜಲೀಲ್ ಸಾಬ್ ಹೇಳಿಕೆ bbox=[686, 1044, 806, 1084]
apps-icon bbox=[690, 56, 698, 64]
